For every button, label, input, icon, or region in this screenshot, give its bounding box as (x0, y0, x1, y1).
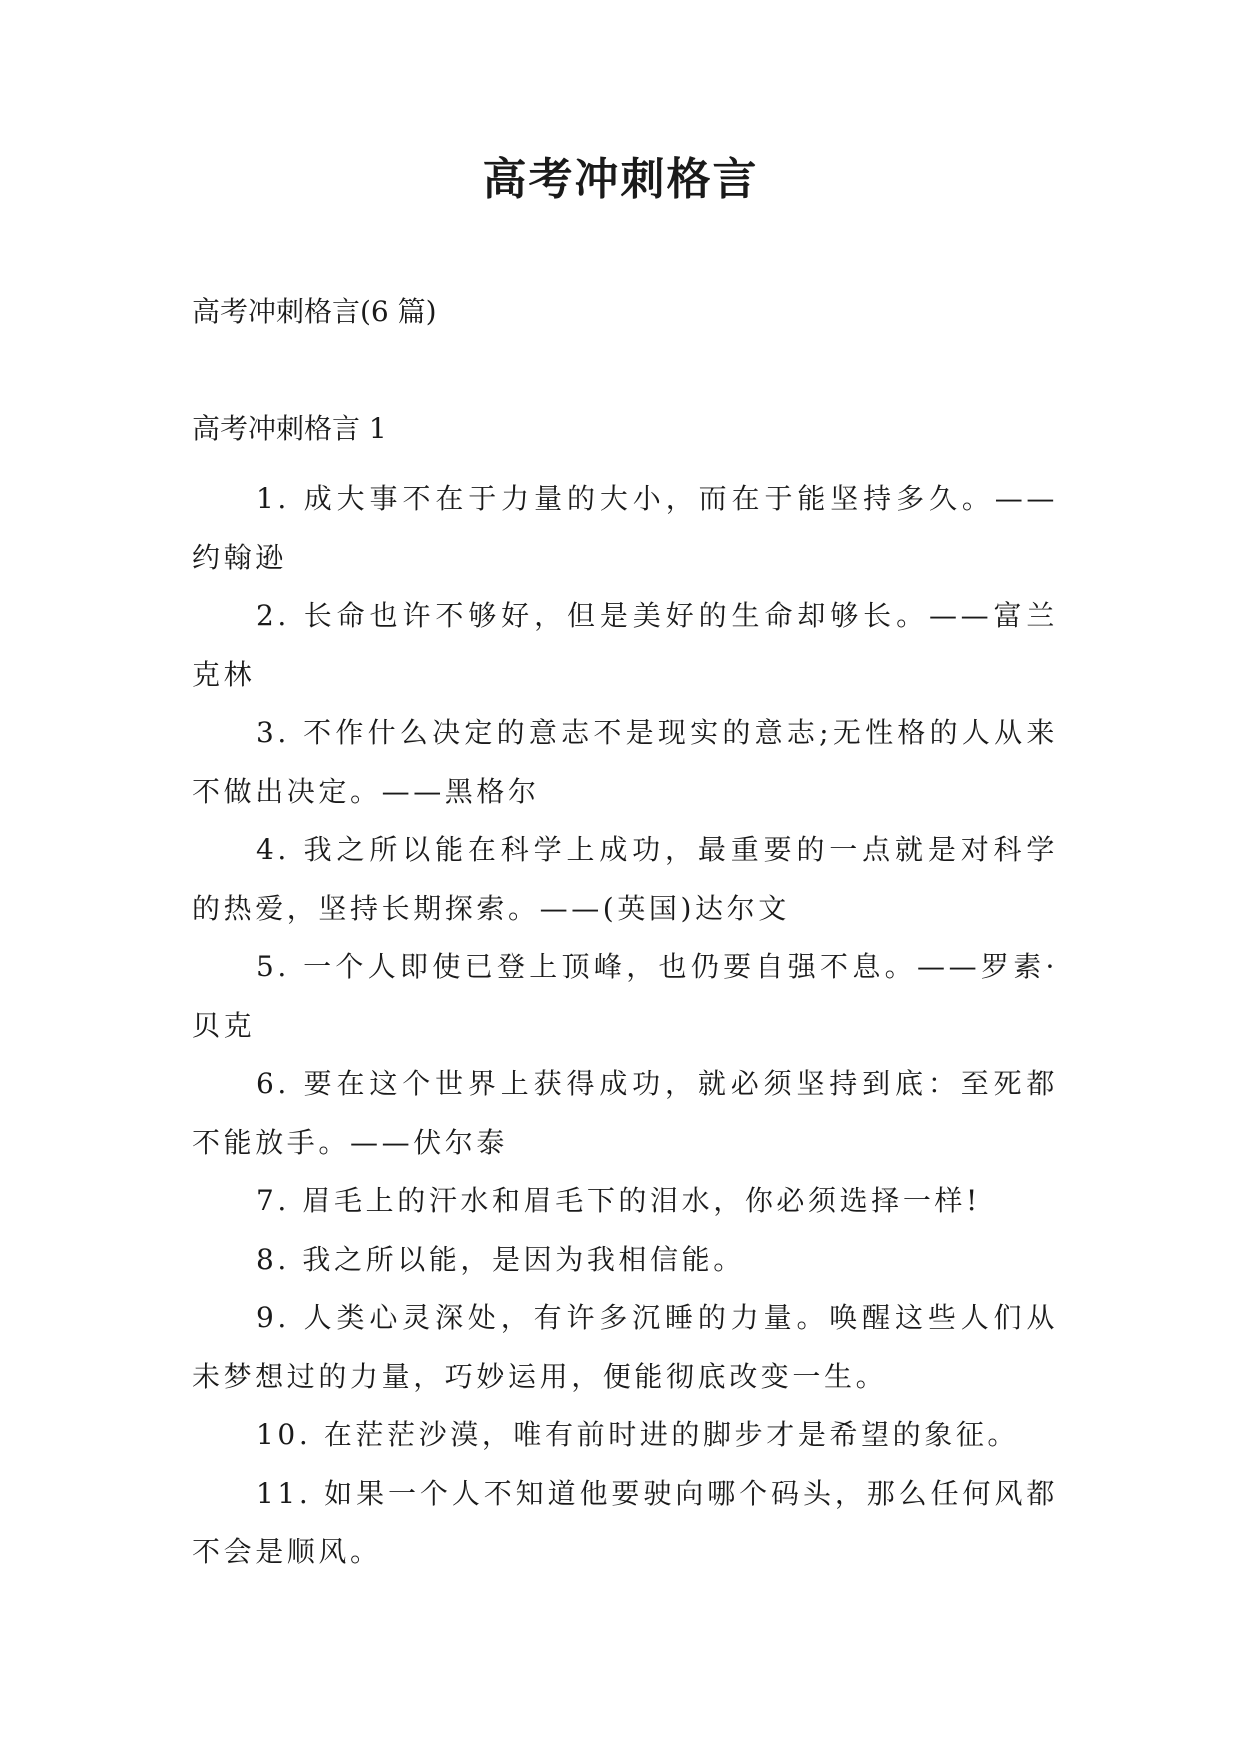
document-subtitle: 高考冲刺格言(6 篇) (192, 295, 437, 328)
quote-item: 9. 人类心灵深处，有许多沉睡的力量。唤醒这些人们从未梦想过的力量，巧妙运用，便能彻底改变一生。 (192, 1301, 1058, 1393)
quote-item: 3. 不作什么决定的意志不是现实的意志;无性格的人从来不做出决定。——黑格尔 (192, 716, 1058, 808)
quote-item: 10. 在茫茫沙漠，唯有前时进的脚步才是希望的象征。 (256, 1418, 1020, 1451)
section-heading: 高考冲刺格言 1 (192, 412, 387, 445)
quote-item: 5. 一个人即使已登上顶峰，也仍要自强不息。——罗素·贝克 (192, 950, 1058, 1042)
page-title: 高考冲刺格言 (482, 154, 759, 205)
quote-item: 6. 要在这个世界上获得成功，就必须坚持到底：至死都不能放手。——伏尔泰 (192, 1067, 1058, 1159)
quote-list (192, 470, 1058, 1582)
quote-item: 7. 眉毛上的汗水和眉毛下的泪水，你必须选择一样! (256, 1184, 981, 1217)
quote-item: 8. 我之所以能，是因为我相信能。 (256, 1242, 745, 1276)
quote-item: 11. 如果一个人不知道他要驶向哪个码头，那么任何风都不会是顺风。 (192, 1476, 1058, 1568)
quote-item: 2. 长命也许不够好，但是美好的生命却够长。——富兰克林 (192, 599, 1058, 691)
quote-item: 4. 我之所以能在科学上成功，最重要的一点就是对科学的热爱，坚持长期探索。——(英国)达尔文 (192, 833, 1058, 925)
quote-item: 1. 成大事不在于力量的大小，而在于能坚持多久。——约翰逊 (192, 482, 1058, 574)
